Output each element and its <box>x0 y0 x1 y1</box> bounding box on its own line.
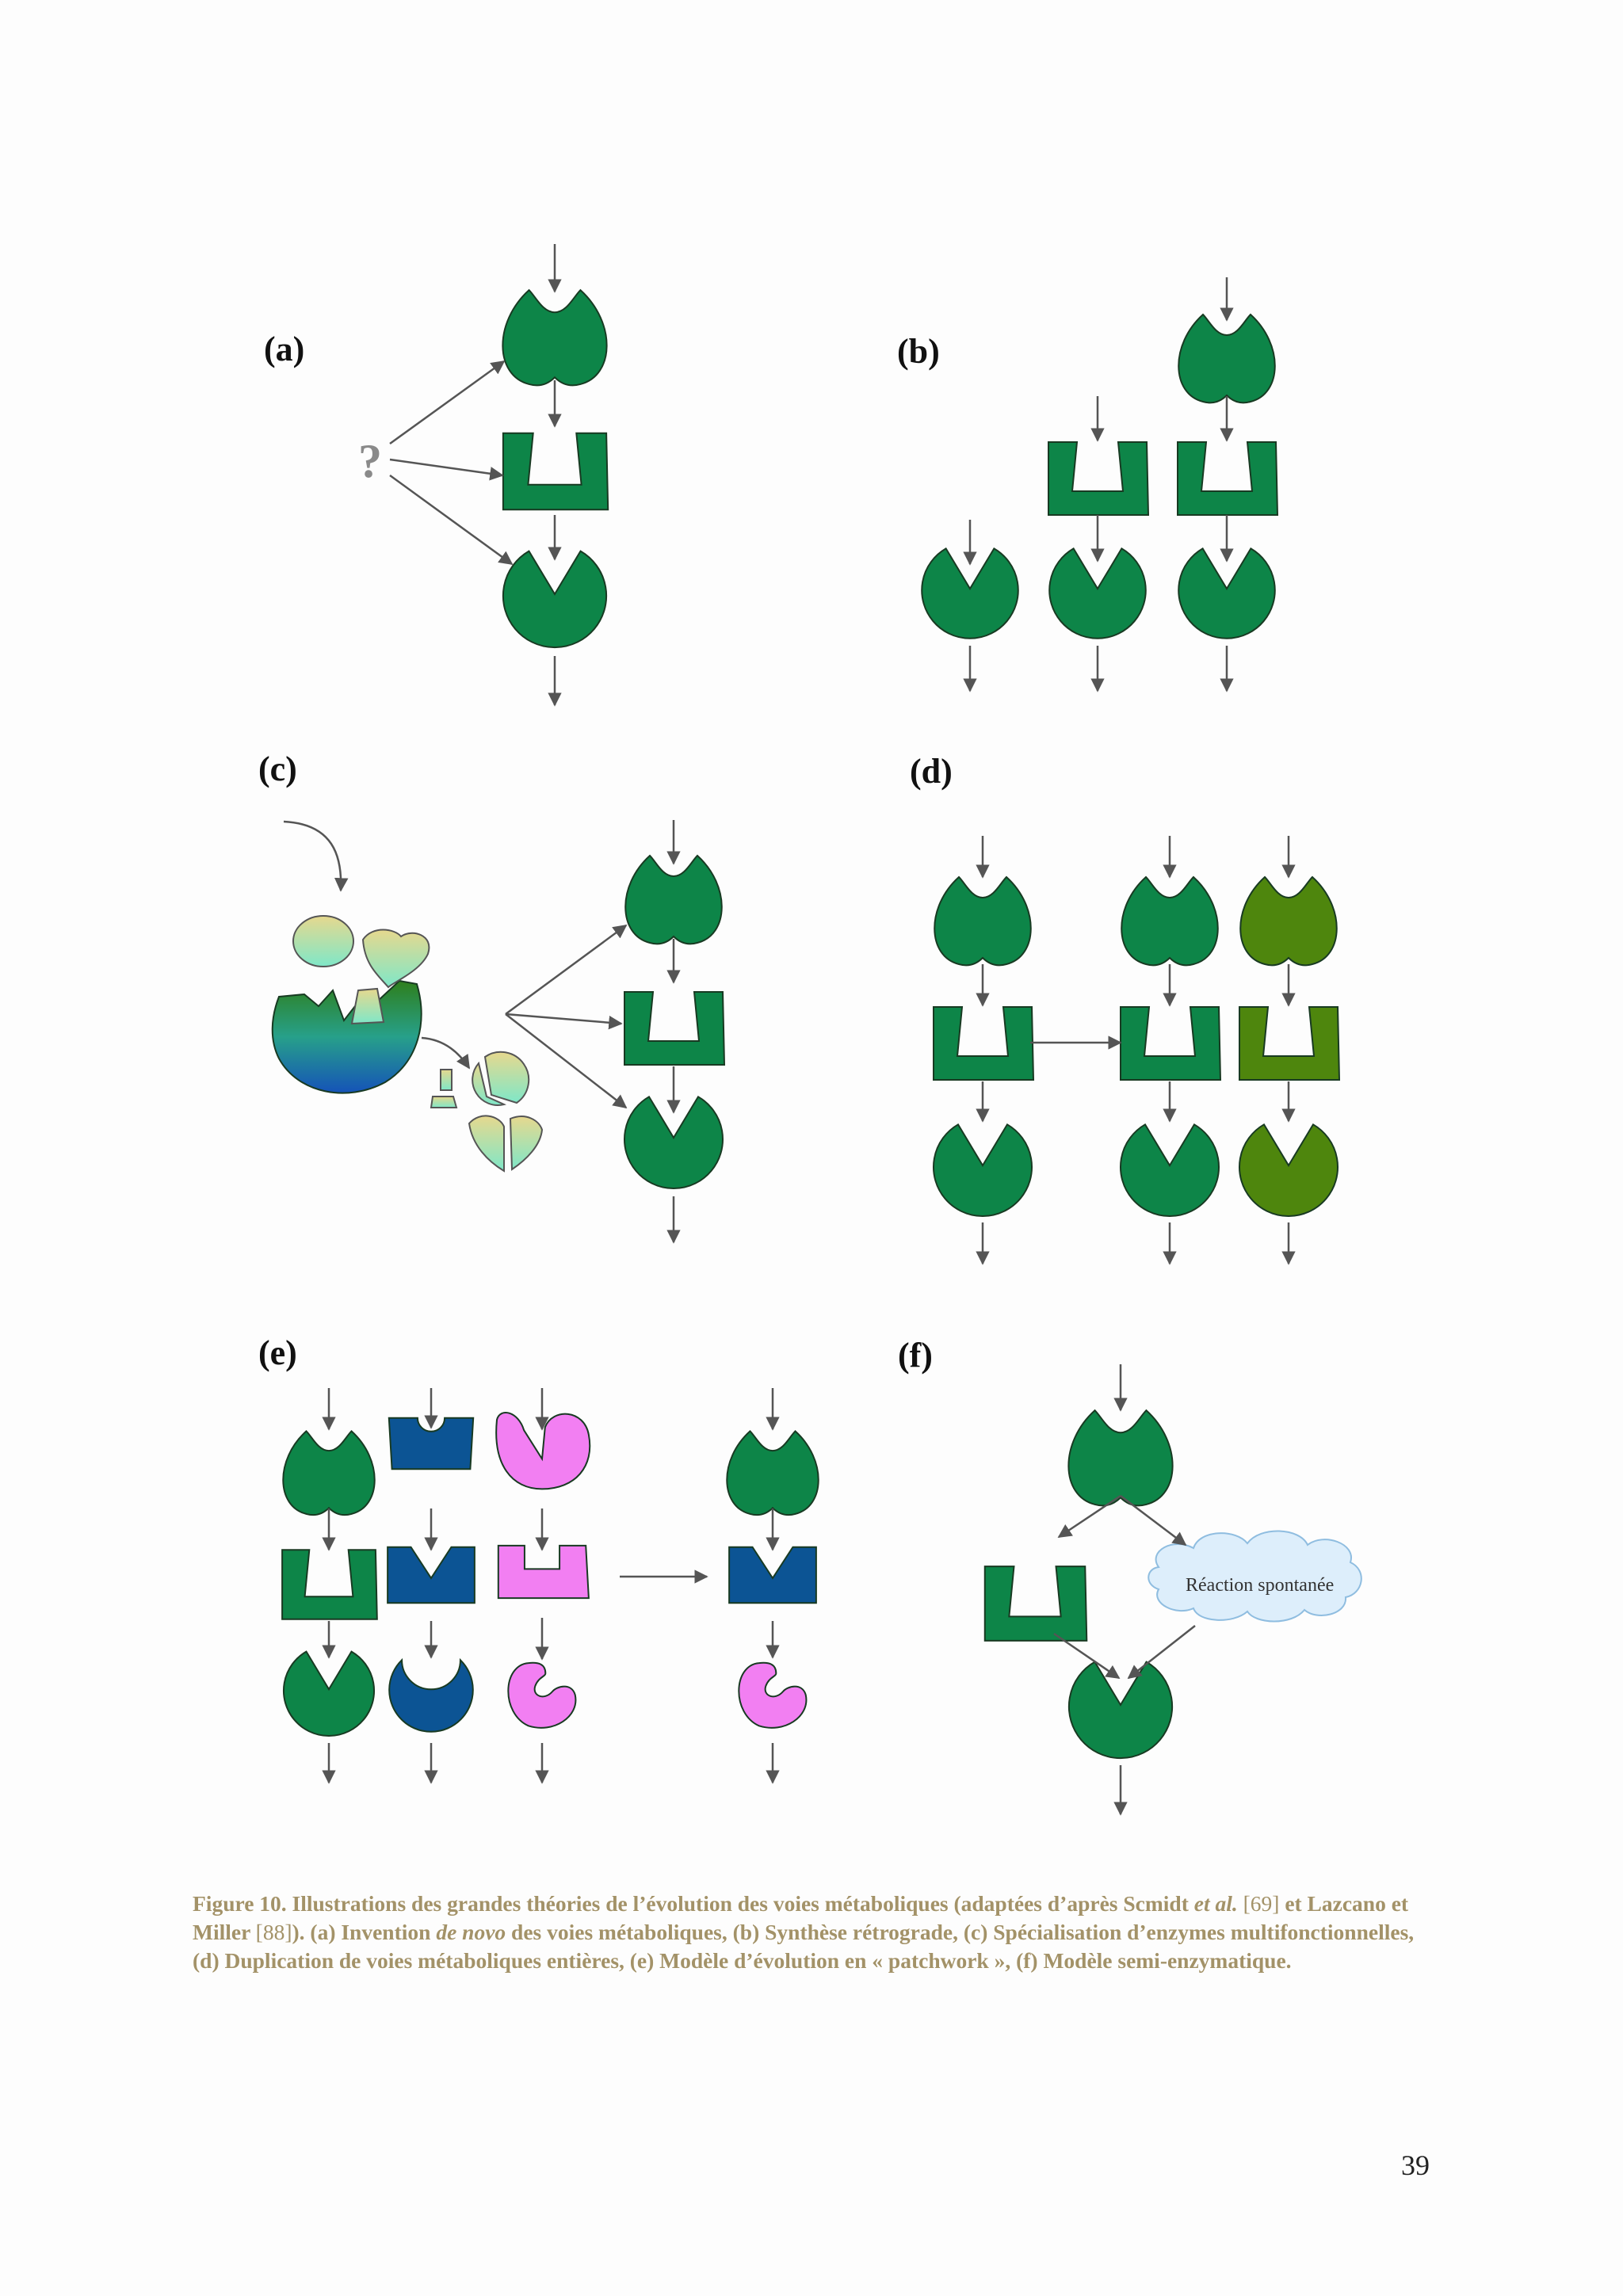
a-enzyme-2 <box>503 433 608 510</box>
c-fragment-circle-1 <box>485 1052 529 1103</box>
d-col2-enzyme-1 <box>1121 877 1218 965</box>
panel-label-e: (e) <box>258 1333 297 1372</box>
enzyme-shapes <box>273 290 1339 1758</box>
c-pastel-circle <box>293 916 353 967</box>
d-col2-enzyme-3 <box>1121 1124 1219 1216</box>
d-col2-enzyme-2 <box>1121 1007 1220 1080</box>
b-block-2 <box>1048 442 1148 515</box>
c-branch-arrow-1 <box>506 925 626 1014</box>
b-enzyme-top <box>1178 315 1275 402</box>
e-blue-crescent <box>389 1660 473 1732</box>
panel-label-b: (b) <box>897 332 940 371</box>
c-fragment-1 <box>441 1070 452 1090</box>
c-fragment-2 <box>431 1097 456 1108</box>
e-result-pink-blob <box>739 1663 806 1728</box>
question-mark: ? <box>358 435 382 487</box>
f-enzyme-2 <box>985 1566 1087 1641</box>
a-enzyme-1 <box>502 290 606 385</box>
a-question-arrow-2 <box>390 460 502 475</box>
caption-ref-69: [69] <box>1237 1891 1280 1916</box>
e-green-pac <box>284 1652 374 1736</box>
caption-text-4: des voies métaboliques, (b) Synthèse rétrograde, (c) Spécialisation d’enzymes multifonctionnelles, (d) Duplication de voies métaboliques entières, (e) Modèle d’évolution en « patchwork », (f) Modèle semi-enzymatique. <box>193 1920 1415 1973</box>
a-question-arrow-1 <box>390 361 504 444</box>
caption-text-2: et Lazcano et Miller <box>193 1891 1409 1944</box>
caption-text-1: Illustrations des grandes théories de l’évolution des voies métaboliques (adaptées d’après Scmidt <box>286 1891 1194 1916</box>
caption-figure-label: Figure 10. <box>193 1891 287 1916</box>
c-fragment-heart-2 <box>510 1116 542 1169</box>
d-col1-enzyme-1 <box>934 877 1031 965</box>
d-col3-enzyme-1 <box>1240 877 1337 965</box>
c-curved-arrow-in <box>284 822 341 891</box>
page-number: 39 <box>1401 2149 1430 2181</box>
c-curved-arrow-out <box>422 1038 469 1068</box>
d-col3-enzyme-2 <box>1239 1007 1339 1080</box>
b-pac-3 <box>1178 548 1275 638</box>
a-question-arrow-3 <box>390 475 512 564</box>
e-pink-blob <box>508 1663 575 1728</box>
a-enzyme-3 <box>503 551 606 647</box>
d-col1-enzyme-2 <box>934 1007 1033 1080</box>
b-pac-2 <box>1049 548 1146 638</box>
spontaneous-reaction-bubble <box>1148 1531 1361 1621</box>
caption-de-novo: de novo <box>436 1920 506 1944</box>
c-pastel-heart <box>363 930 429 988</box>
f-merge-arrow-right <box>1128 1626 1195 1678</box>
caption-et-al: et al. <box>1193 1891 1238 1916</box>
b-block-3 <box>1178 442 1277 515</box>
caption-text-3: ). (a) Invention <box>292 1920 437 1944</box>
e-green-block <box>282 1550 377 1619</box>
c-branch-arrow-2 <box>506 1014 621 1024</box>
bubble-label: Réaction spontanée <box>1186 1575 1335 1596</box>
e-pink-block <box>498 1546 589 1598</box>
f-enzyme-3 <box>1069 1662 1172 1758</box>
panel-label-f: (f) <box>898 1336 933 1375</box>
d-col3-enzyme-3 <box>1239 1124 1338 1216</box>
f-branch-arrow-right <box>1121 1496 1186 1545</box>
panel-label-a: (a) <box>264 330 305 368</box>
figure-caption <box>193 1890 1437 1975</box>
panel-label-c: (c) <box>258 749 297 788</box>
caption-ref-88: [88] <box>255 1920 292 1944</box>
e-blue-v-block <box>388 1547 475 1604</box>
c-enzyme-2 <box>624 992 724 1065</box>
c-enzyme-1 <box>625 856 722 944</box>
f-enzyme-1 <box>1068 1410 1172 1505</box>
panel-label-d: (d) <box>910 752 953 791</box>
c-fragment-heart-1 <box>469 1116 504 1171</box>
e-result-heart <box>727 1431 818 1515</box>
e-result-v-block <box>729 1547 816 1604</box>
e-green-heart <box>283 1431 374 1515</box>
c-multifunctional-enzyme <box>273 981 422 1093</box>
c-pastel-block <box>352 989 384 1024</box>
d-col1-enzyme-3 <box>934 1124 1032 1216</box>
